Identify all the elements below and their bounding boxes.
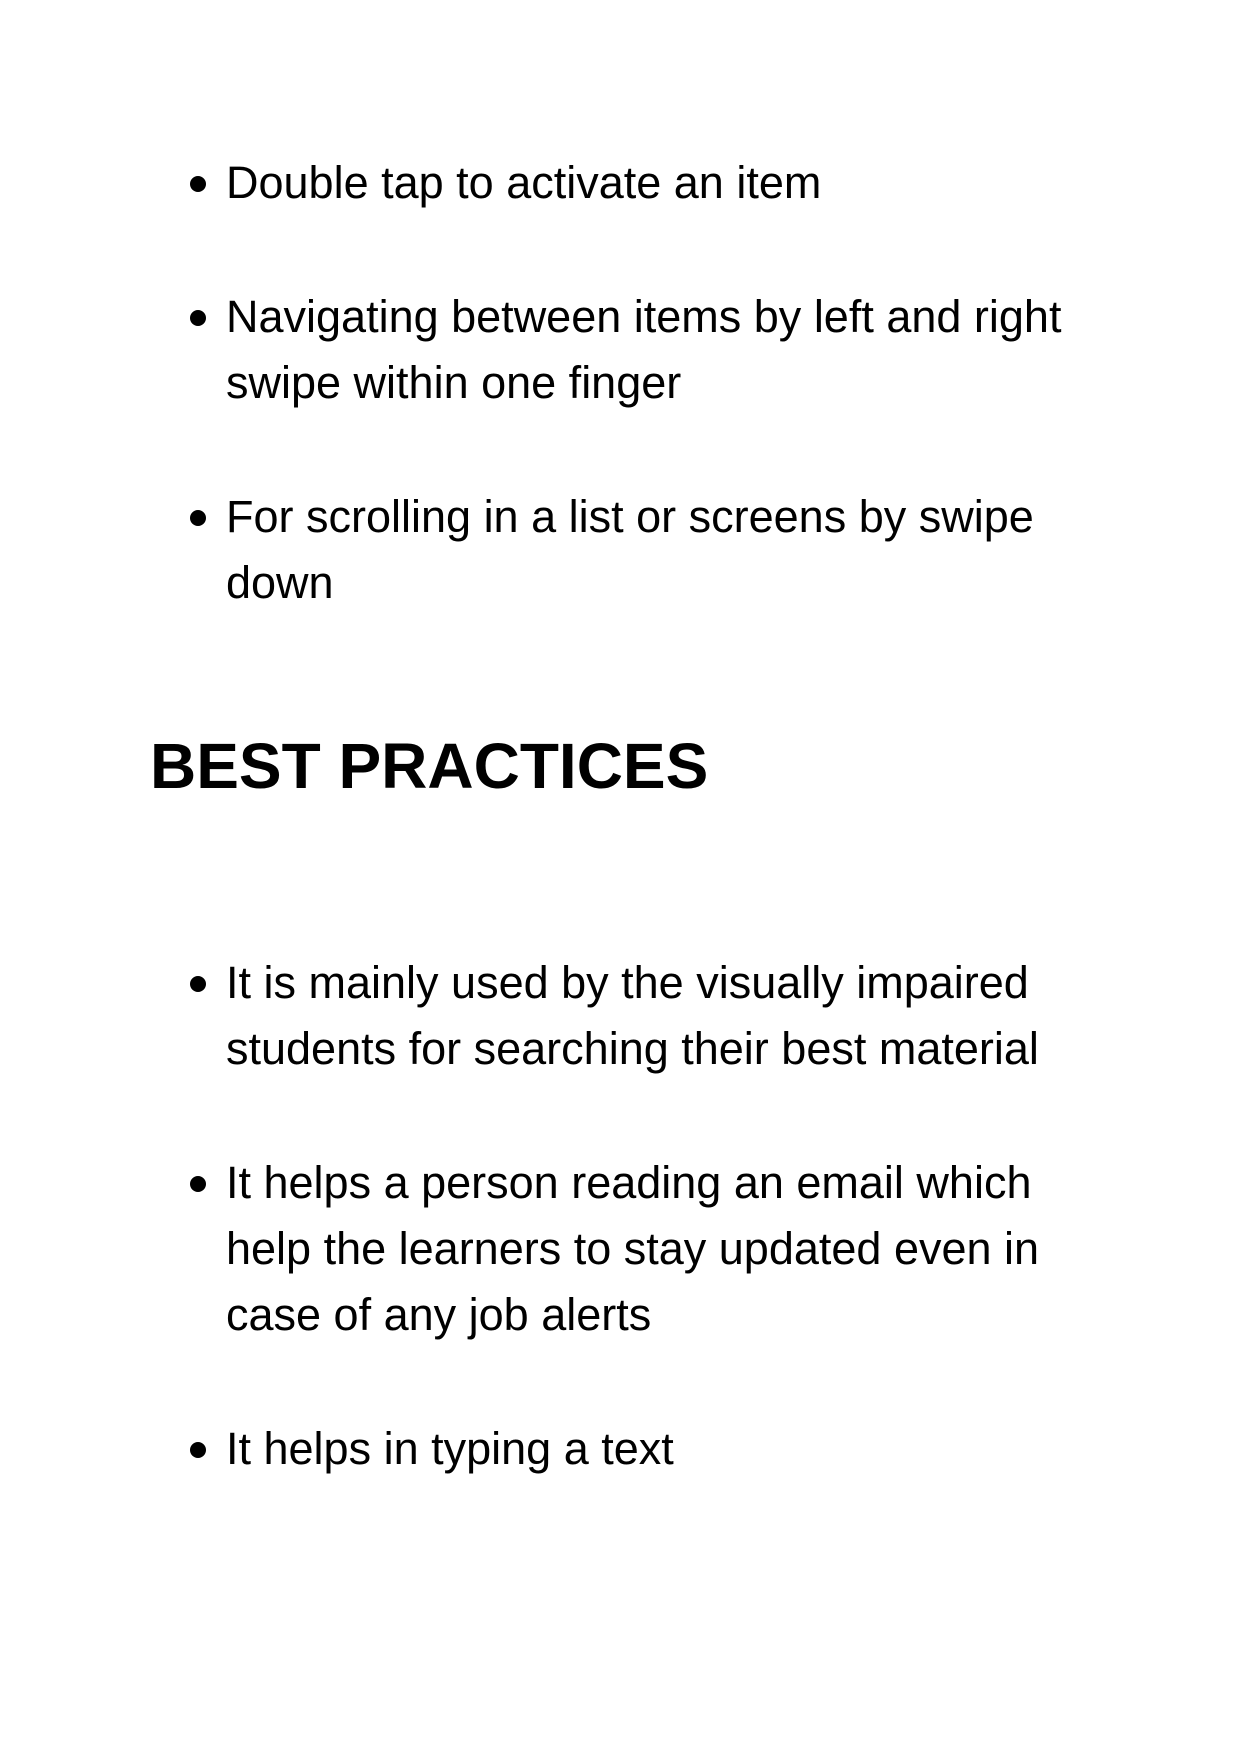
list-item-text: It is mainly used by the visually impaired students for searching their best material xyxy=(226,957,1039,1074)
list-item xyxy=(190,1150,1110,1348)
list-item xyxy=(190,950,1110,1082)
list-item xyxy=(190,484,1110,616)
list-item xyxy=(190,284,1110,416)
bullet-icon xyxy=(190,510,206,526)
list-item-text: It helps in typing a text xyxy=(226,1423,674,1474)
bullet-icon xyxy=(190,1442,206,1458)
list-item-text: Double tap to activate an item xyxy=(226,157,822,208)
bullet-icon xyxy=(190,1176,206,1192)
list-item xyxy=(190,1416,1110,1482)
section-heading: BEST PRACTICES xyxy=(150,730,709,802)
list-item-text: It helps a person reading an email which help the learners to stay updated even in case of any job alerts xyxy=(226,1157,1040,1340)
list-item-text: Navigating between items by left and right swipe within one finger xyxy=(226,291,1062,408)
list-item xyxy=(190,150,1110,216)
bullet-icon xyxy=(190,976,206,992)
bullet-icon xyxy=(190,176,206,192)
gesture-list xyxy=(190,150,1110,684)
list-item-text: For scrolling in a list or screens by swipe down xyxy=(226,491,1034,608)
bullet-icon xyxy=(190,310,206,326)
best-practices-list xyxy=(190,950,1110,1550)
